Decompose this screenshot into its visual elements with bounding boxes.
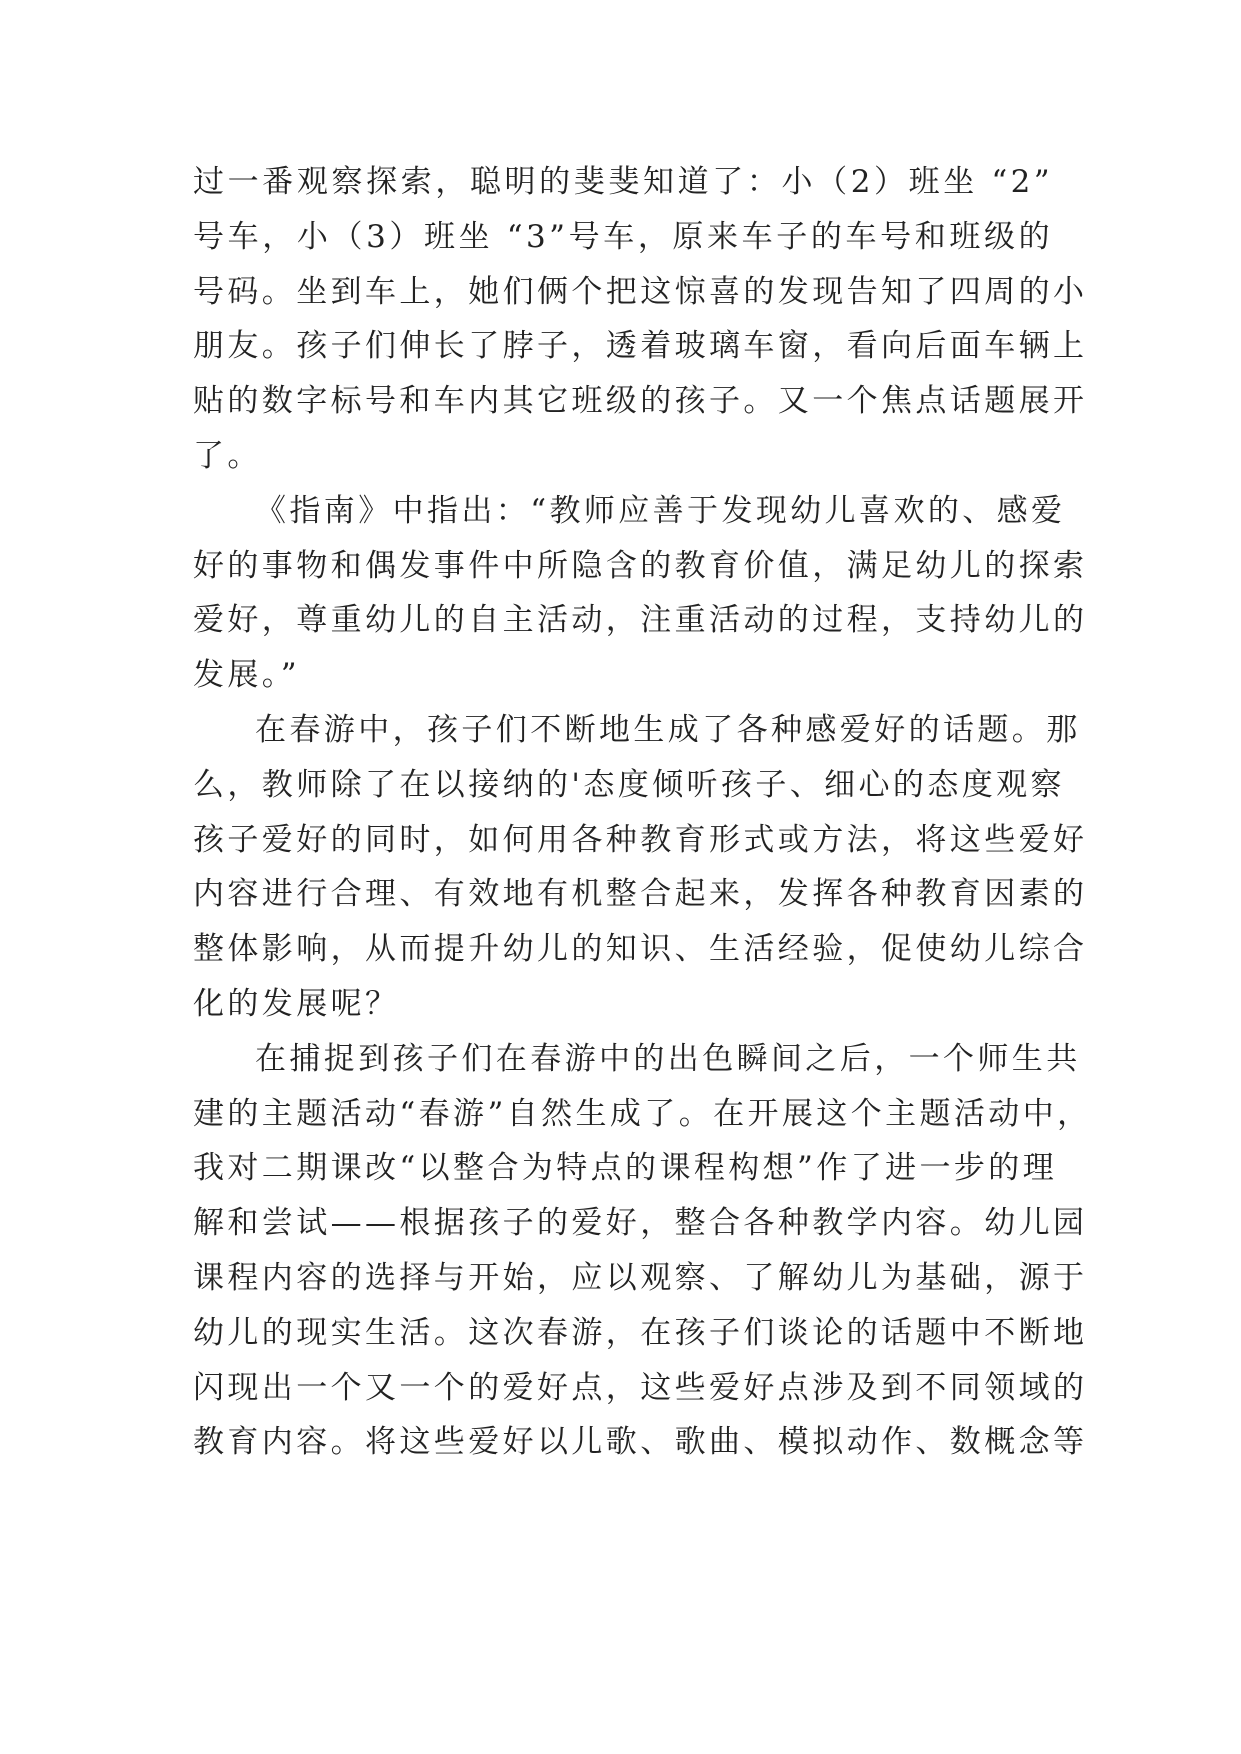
text-line: 发展。” [193,657,300,694]
text-line: 教育内容。将这些爱好以儿歌、歌曲、模拟动作、数概念等 [193,1424,1088,1461]
text-line: 爱好，尊重幼儿的自主活动，注重活动的过程，支持幼儿的 [193,602,1088,639]
text-line: 号码。坐到车上，她们俩个把这惊喜的发现告知了四周的小 [193,273,1088,310]
text-line: 朋友。孩子们伸长了脖子，透着玻璃车窗，看向后面车辆上 [193,328,1088,365]
text-line: 化的发展呢？ [193,985,400,1022]
text-line: 过一番观察探索，聪明的斐斐知道了：小（2）班坐 “2” [193,164,1053,200]
text-line: 整体影响，从而提升幼儿的知识、生活经验，促使幼儿综合 [193,931,1088,968]
text-line: 解和尝试——根据孩子的爱好，整合各种教学内容。幼儿园 [193,1205,1088,1242]
text-line: 么，教师除了在以接纳的'态度倾听孩子、细心的态度观察 [193,766,1065,803]
document-body [193,155,1092,1470]
text-line: 我对二期课改“以整合为特点的课程构想”作了进一步的理 [193,1150,1058,1187]
text-line: 闪现出一个又一个的爱好点，这些爱好点涉及到不同领域的 [193,1369,1088,1406]
text-line: 建的主题活动“春游”自然生成了。在开展这个主题活动中， [193,1095,1092,1132]
text-line: 内容进行合理、有效地有机整合起来，发挥各种教育因素的 [193,876,1088,913]
text-line: 孩子爱好的同时，如何用各种教育形式或方法，将这些爱好 [193,821,1088,858]
text-line: 了。 [193,437,262,474]
text-line: 号车，小（3）班坐 “3”号车，原来车子的车号和班级的 [193,218,1053,255]
text-line: 《指南》中指出：“教师应善于发现幼儿喜欢的、感爱 [255,492,1066,529]
text-line: 贴的数字标号和车内其它班级的孩子。又一个焦点话题展开 [193,383,1088,420]
text-line: 幼儿的现实生活。这次春游，在孩子们谈论的话题中不断地 [193,1314,1088,1351]
text-line: 好的事物和偶发事件中所隐含的教育价值，满足幼儿的探索 [193,547,1088,584]
text-line: 在捕捉到孩子们在春游中的出色瞬间之后，一个师生共 [255,1040,1081,1077]
text-line: 在春游中，孩子们不断地生成了各种感爱好的话题。那 [255,711,1081,748]
text-line: 课程内容的选择与开始，应以观察、了解幼儿为基础，源于 [193,1259,1088,1296]
